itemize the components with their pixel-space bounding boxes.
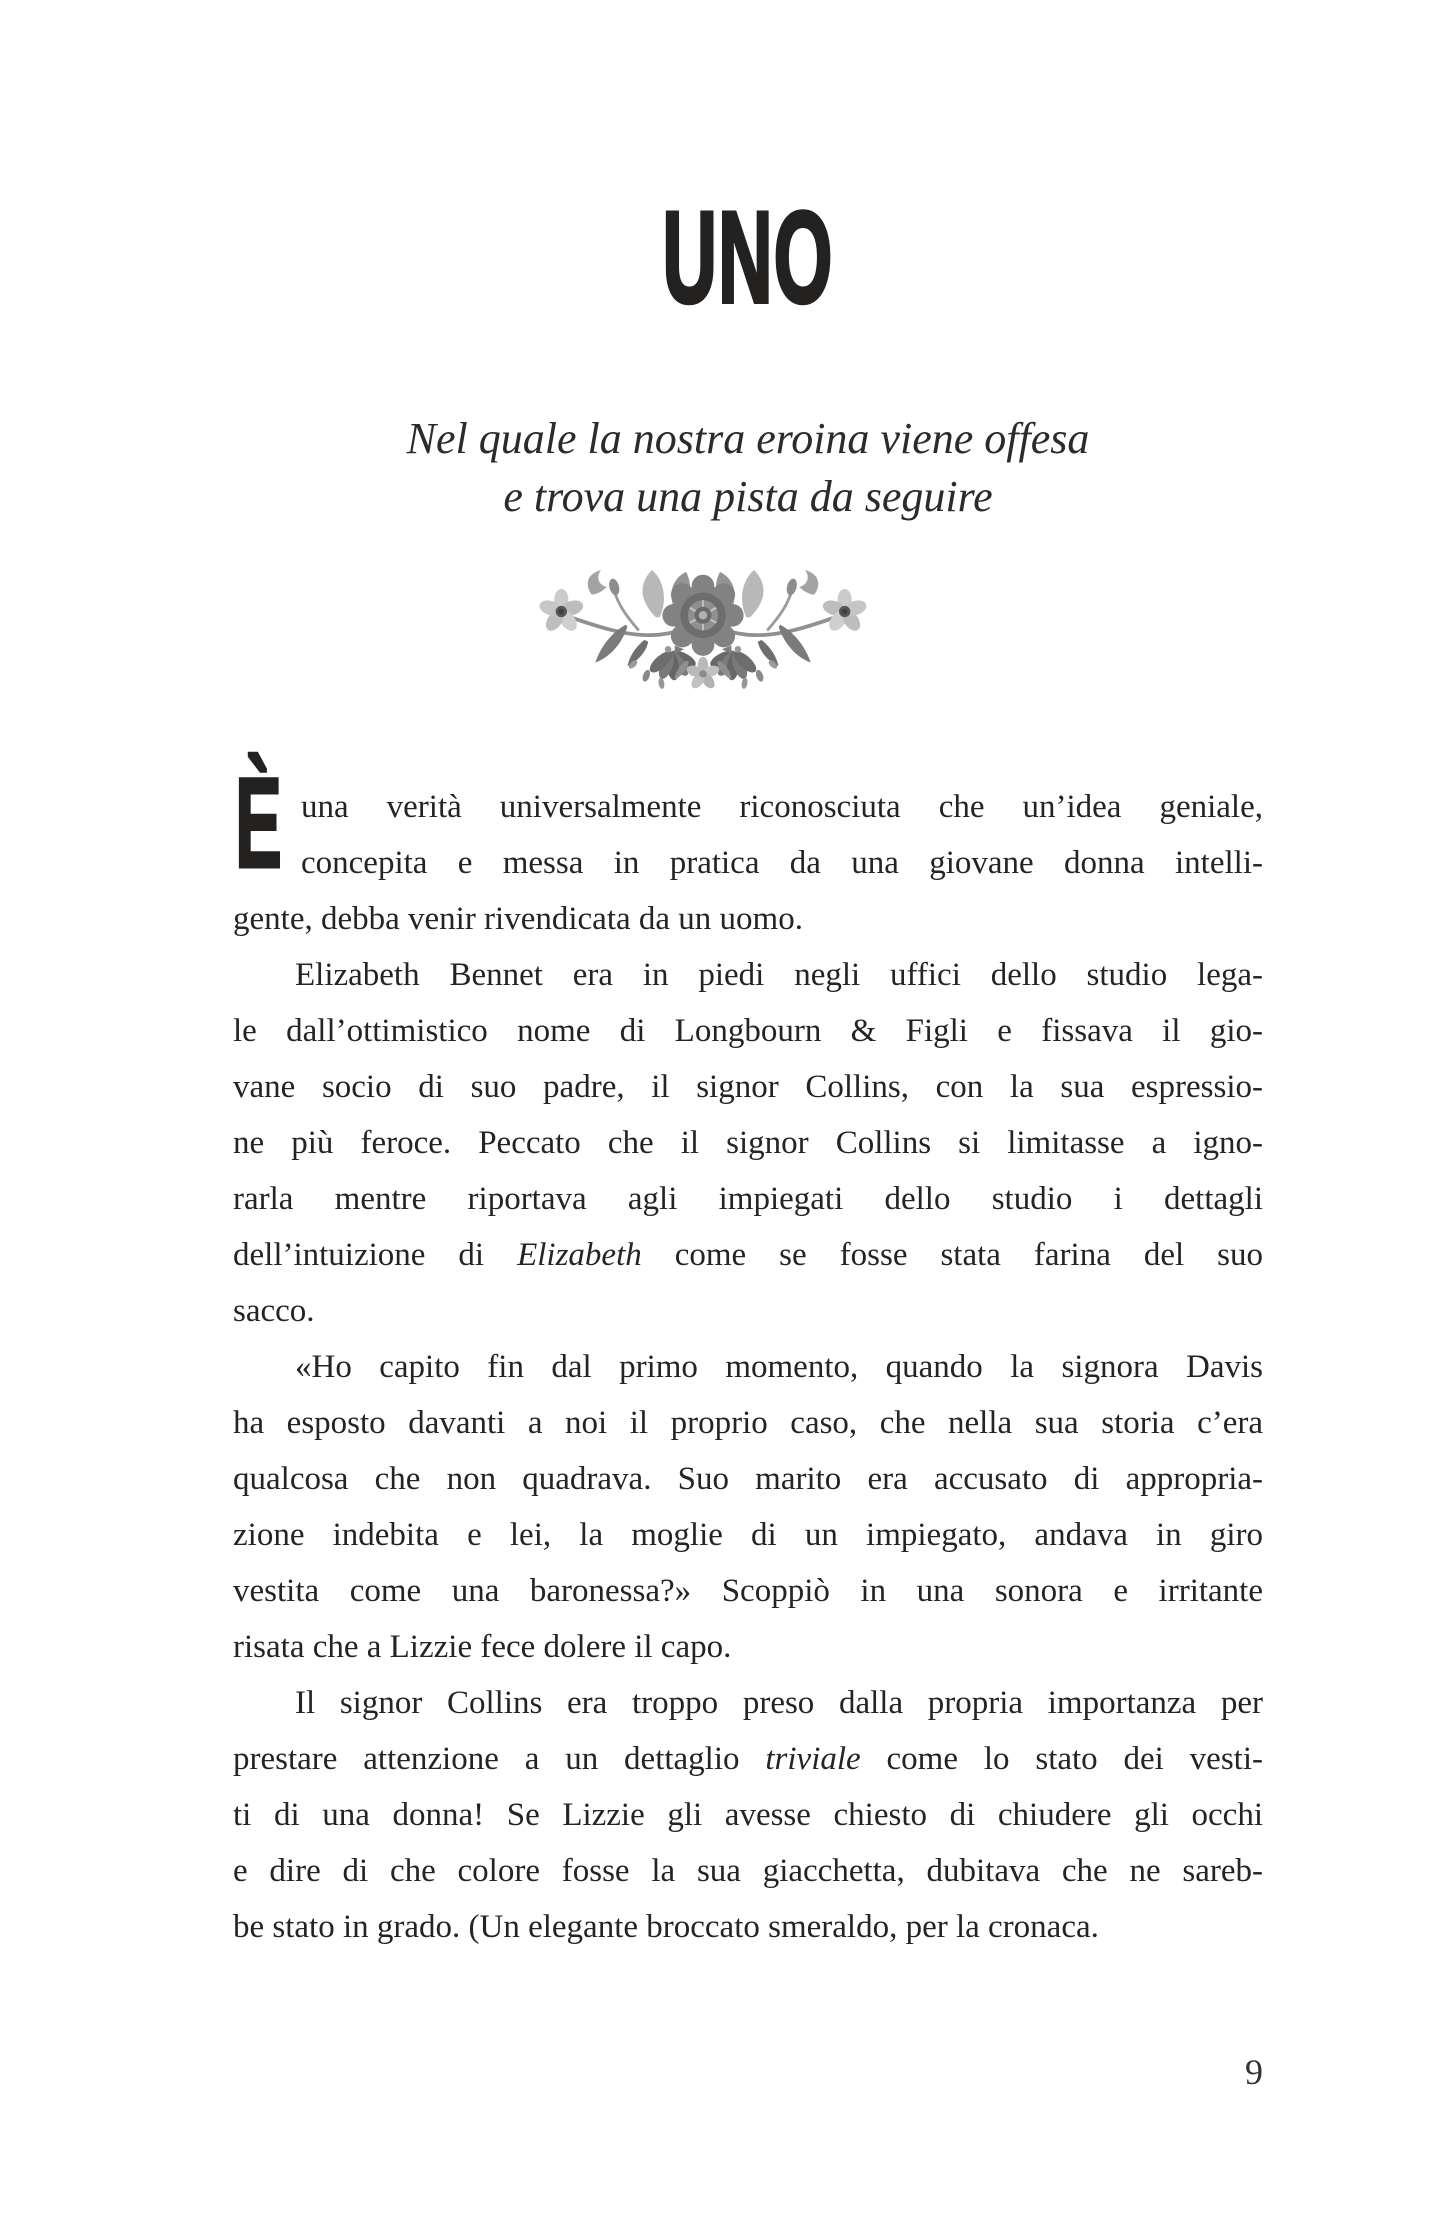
body-line: be stato in grado. (Un elegante broccato smeraldo, per la cronaca.	[233, 1909, 1099, 1945]
floral-ornament	[233, 566, 1263, 697]
subtitle-line: e trova una pista da seguire	[503, 472, 993, 521]
rose-center	[662, 575, 743, 656]
body-line: una verità universalmente riconosciuta che un’idea geniale,	[301, 789, 1263, 825]
paragraph	[233, 1675, 1263, 1955]
body-line: concepita e messa in pratica da una giovane donna intelli-	[301, 845, 1263, 881]
floral-ornament-graphic	[533, 566, 873, 692]
body-line: prestare attenzione a un dettaglio triviale come lo stato dei vesti-	[233, 1741, 1264, 1777]
paragraph	[233, 752, 1263, 947]
page-number: 9	[1245, 2052, 1263, 2092]
body-line: «Ho capito fin dal primo momento, quando la signora Davis	[295, 1349, 1263, 1385]
body-text	[233, 752, 1264, 1955]
body-line: sacco.	[233, 1293, 315, 1329]
body-line: ne più feroce. Peccato che il signor Collins si limitasse a igno-	[233, 1125, 1263, 1161]
paragraph	[233, 1339, 1263, 1675]
body-line: Il signor Collins era troppo preso dalla propria importanza per	[295, 1685, 1263, 1721]
chapter-title: UNO	[662, 184, 834, 330]
body-line: ha esposto davanti a noi il proprio caso, che nella sua storia c’era	[233, 1405, 1263, 1441]
body-line: vane socio di suo padre, il signor Collins, con la sua espressio-	[233, 1069, 1263, 1105]
body-line: Elizabeth Bennet era in piedi negli uffici dello studio lega-	[295, 957, 1263, 993]
body-line: e dire di che colore fosse la sua giacchetta, dubitava che ne sareb-	[233, 1853, 1263, 1889]
body-line: qualcosa che non quadrava. Suo marito era accusato di appropria-	[233, 1461, 1263, 1497]
subtitle-line: Nel quale la nostra eroina viene offesa	[406, 414, 1090, 463]
body-line: risata che a Lizzie fece dolere il capo.	[233, 1629, 732, 1665]
body-line: rarla mentre riportava agli impiegati dello studio i dettagli	[233, 1181, 1263, 1217]
body-line: gente, debba venir rivendicata da un uomo.	[233, 901, 803, 937]
body-line: vestita come una baronessa?» Scoppiò in una sonora e irritante	[233, 1573, 1263, 1609]
body-line: le dall’ottimistico nome di Longbourn & Figli e fissava il gio-	[233, 1013, 1263, 1049]
chapter-subtitle	[233, 410, 1263, 526]
body-line: zione indebita e lei, la moglie di un impiegato, andava in giro	[233, 1517, 1263, 1553]
drop-cap: È	[235, 752, 282, 895]
body-line: dell’intuizione di Elizabeth come se fosse stata farina del suo	[233, 1237, 1263, 1273]
paragraph	[233, 947, 1263, 1339]
body-line: ti di una donna! Se Lizzie gli avesse chiesto di chiudere gli occhi	[233, 1797, 1263, 1833]
